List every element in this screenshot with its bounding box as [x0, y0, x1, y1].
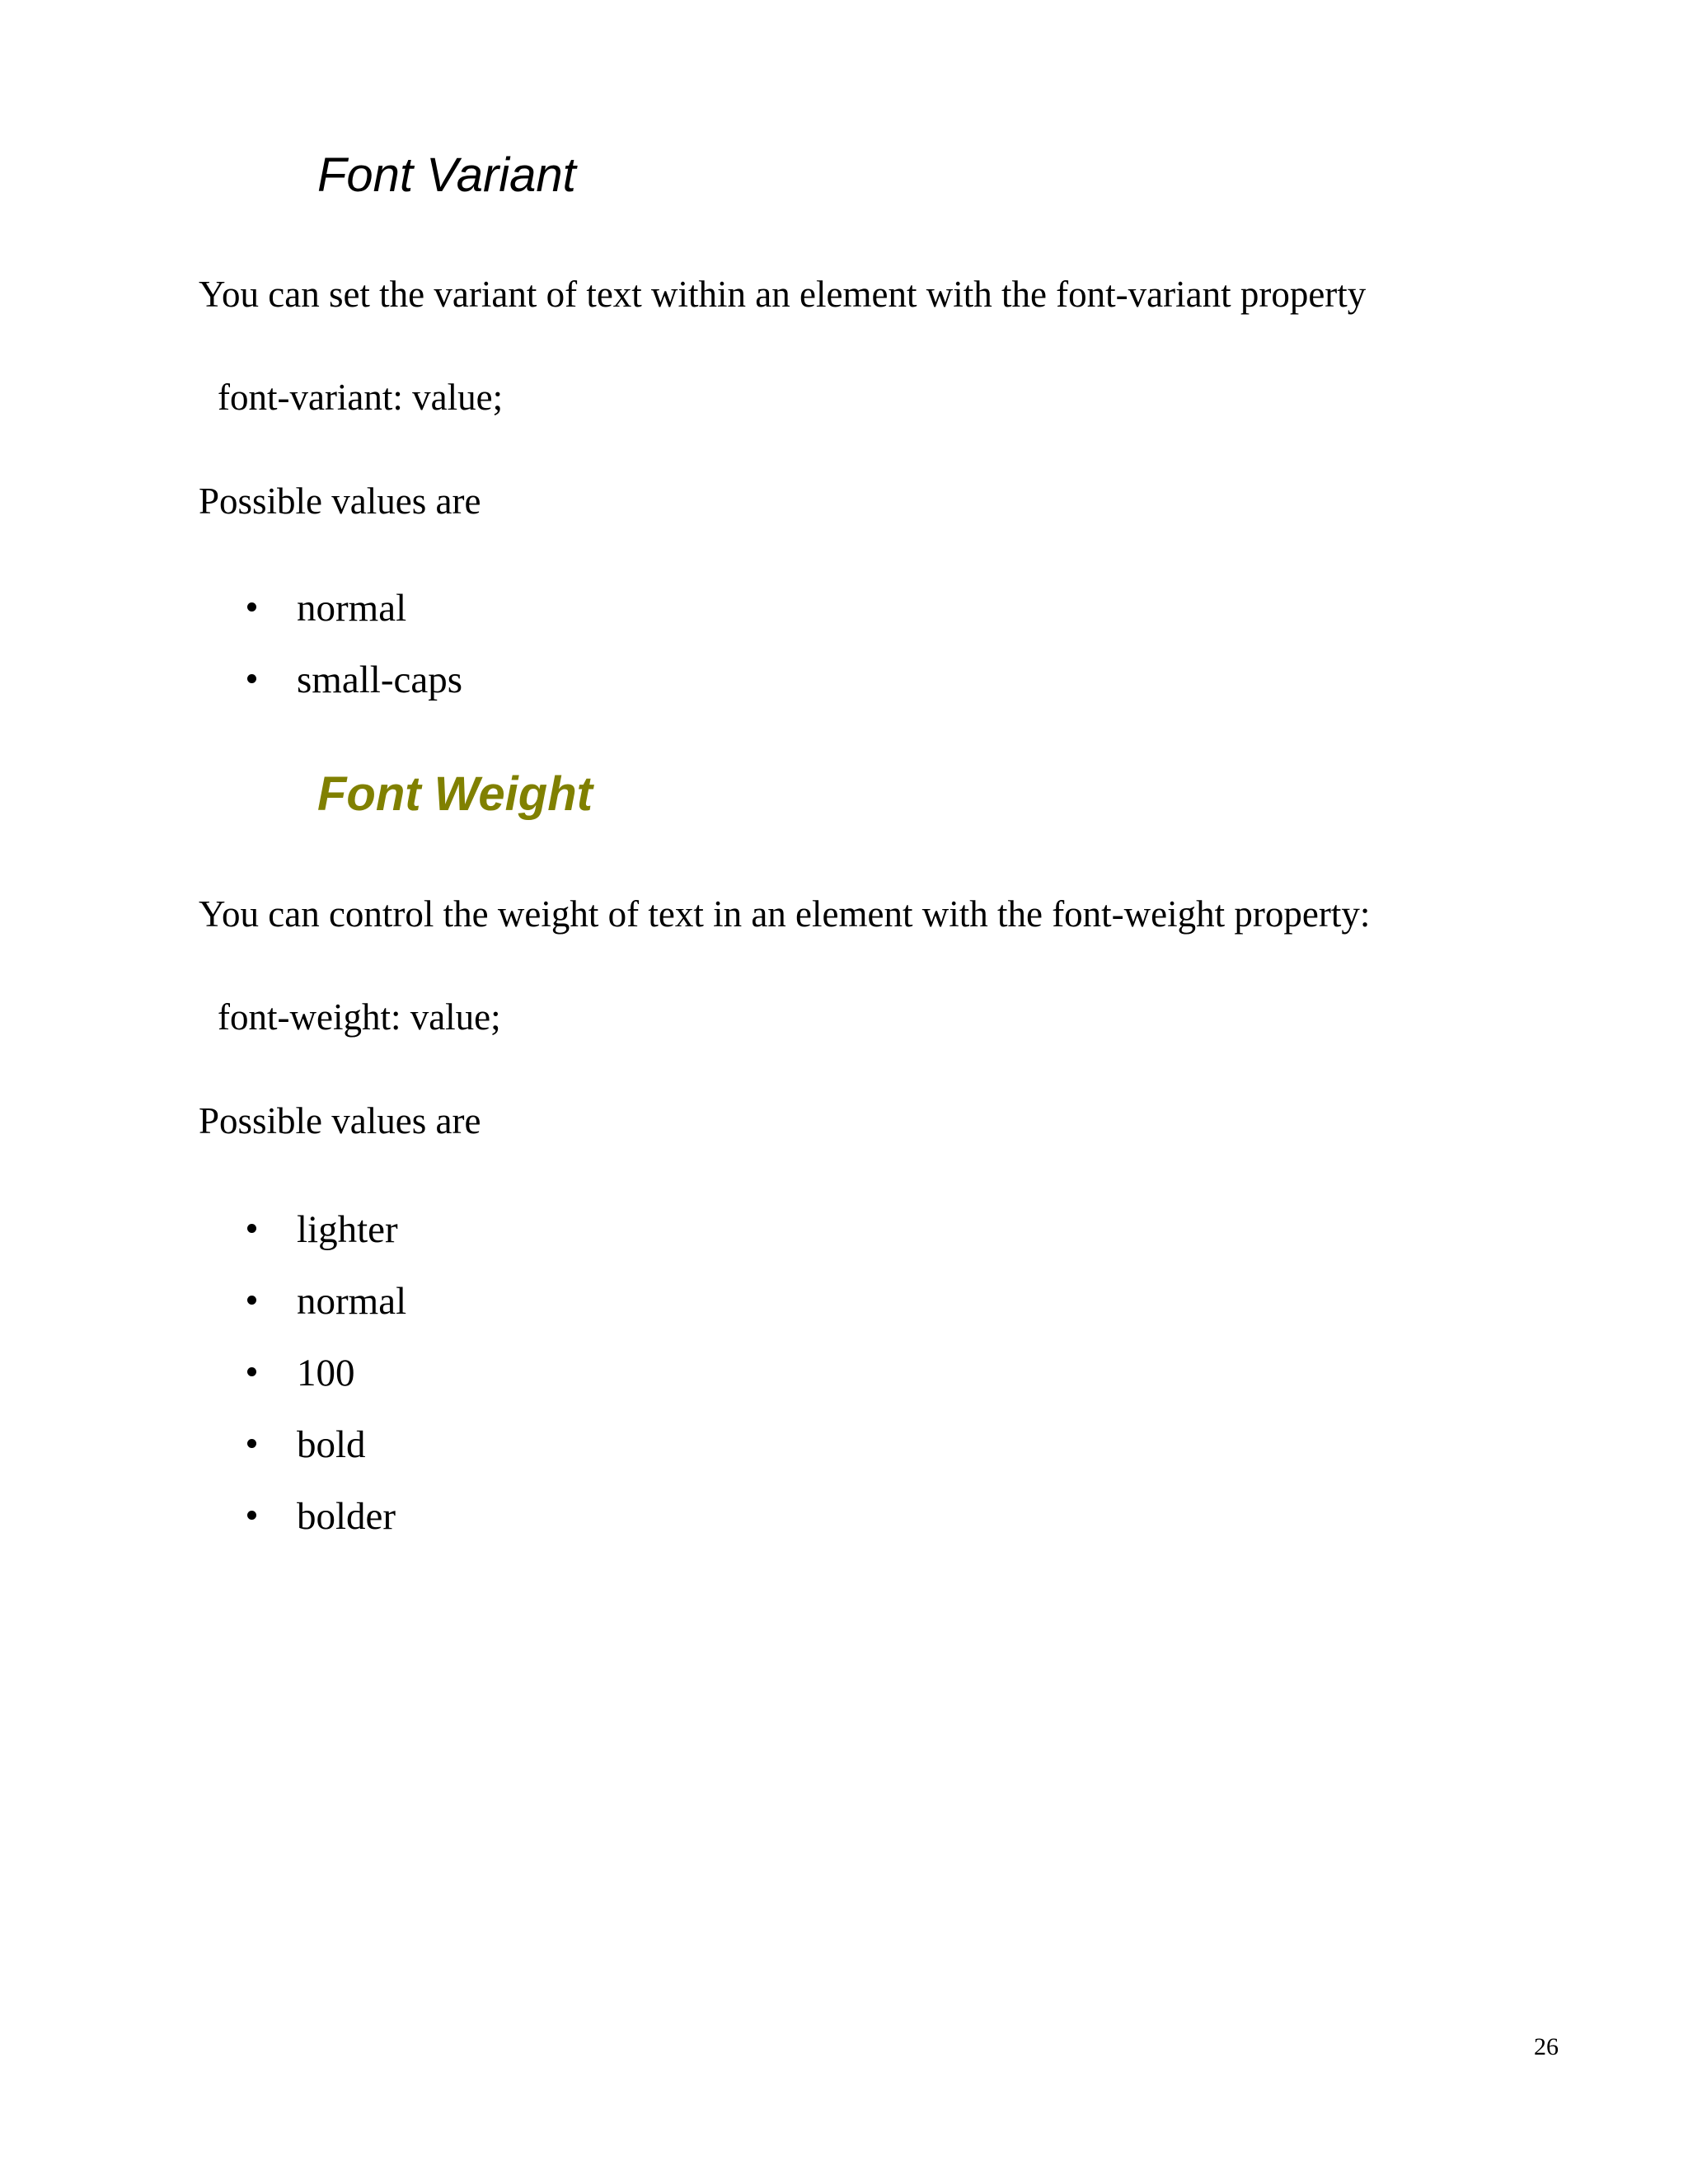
- list-item-text: small-caps: [297, 658, 462, 701]
- list-item-text: bolder: [297, 1495, 396, 1538]
- bullet-icon: [247, 1224, 256, 1233]
- bullet-icon: [247, 1511, 256, 1520]
- list-item-text: normal: [297, 587, 407, 630]
- list-item-text: normal: [297, 1280, 407, 1323]
- bullet-icon: [247, 1296, 256, 1305]
- syntax-line-font-weight: font-weight: value;: [218, 996, 501, 1038]
- bullet-icon: [247, 1367, 256, 1376]
- values-label-font-weight: Possible values are: [199, 1100, 481, 1141]
- list-item-text: lighter: [297, 1208, 398, 1251]
- values-label-font-variant: Possible values are: [199, 480, 481, 522]
- section-heading-font-variant: Font Variant: [317, 148, 576, 202]
- section-intro-font-variant: You can set the variant of text within an element with the font-variant property: [199, 274, 1367, 315]
- list-item-text: 100: [297, 1352, 355, 1394]
- section-intro-font-weight: You can control the weight of text in an element with the font-weight property:: [199, 893, 1371, 935]
- bullet-icon: [247, 602, 256, 612]
- bullet-icon: [247, 674, 256, 683]
- list-item-text: bold: [297, 1423, 366, 1466]
- section-heading-font-weight: Font Weight: [317, 767, 593, 821]
- page-number: 26: [1534, 2033, 1559, 2060]
- syntax-line-font-variant: font-variant: value;: [218, 377, 504, 418]
- bullet-icon: [247, 1439, 256, 1448]
